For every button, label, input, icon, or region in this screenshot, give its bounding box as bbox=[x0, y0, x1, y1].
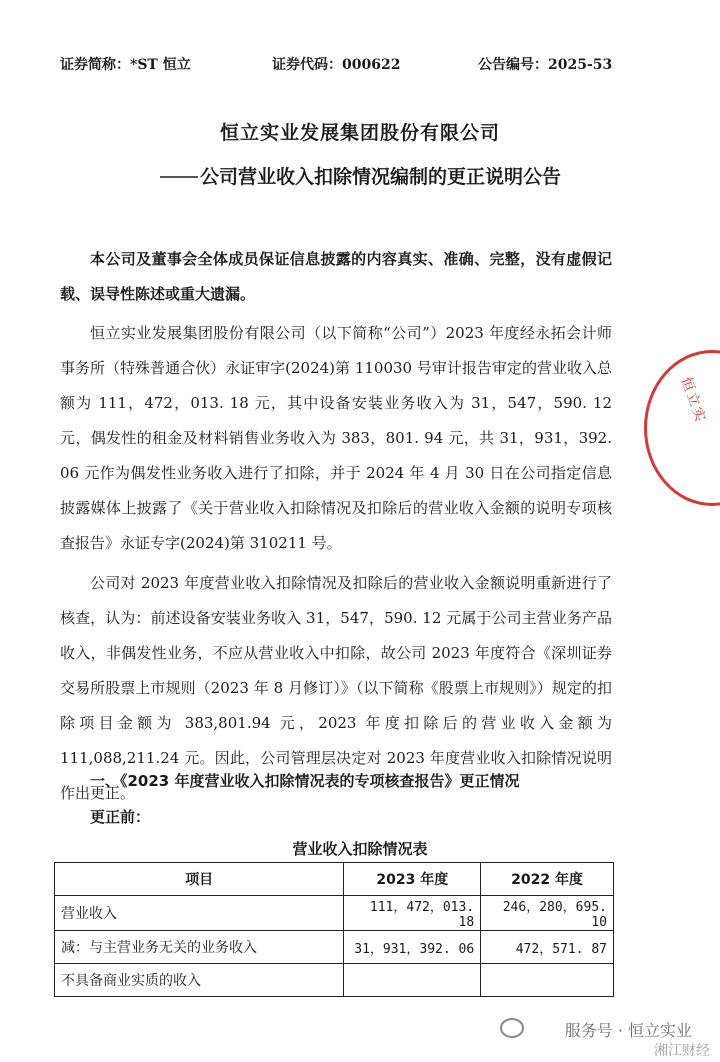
table-header-row bbox=[55, 863, 614, 896]
section-heading: 一、《2023 年度营业收入扣除情况表的专项核查报告》更正情况 bbox=[90, 772, 520, 790]
value-2023: 31，931，392. 06 bbox=[344, 931, 481, 964]
before-correction-label: 更正前： bbox=[90, 808, 151, 826]
stock-abbreviation: 证券简称：*ST 恒立 bbox=[60, 57, 191, 73]
stock-code: 证券代码：000622 bbox=[272, 57, 401, 73]
header-2023: 2023 年度 bbox=[344, 863, 481, 896]
watermark-service-account: 服务号 · 恒立实业 bbox=[564, 1021, 692, 1040]
body-paragraph-1: 恒立实业发展集团股份有限公司（以下简称“公司”）2023 年度经永拓会计师事务所（特殊普通合伙）永证审字(2024)第 110030 号审计报告审定的营业收入总额为 111，472，013. 18 元，其中设备安装业务收入为 31，547，590. 12 元，偶发性的租金及材料销售业务收入为 383，801. 94 元，共 31，931，392. 06 元作为偶发性业务收入进行了扣除，并于 2024 年 4 月 30 日在公司指定信息披露媒体上披露了《关于营业收入扣除情况及扣除后的营业收入金额的说明专项核查报告》永证专字(2024)第 310211 号。 bbox=[60, 324, 612, 552]
table-title: 营业收入扣除情况表 bbox=[292, 840, 428, 858]
notice-number: 公告编号：2025-53 bbox=[478, 57, 613, 73]
header-item: 项目 bbox=[55, 863, 344, 896]
wechat-icon bbox=[500, 1018, 524, 1038]
company-title: 恒立实业发展集团股份有限公司 bbox=[219, 122, 500, 144]
watermark-overlay: 湘江财经 bbox=[654, 1043, 710, 1059]
value-2023: 111，472，013. 18 bbox=[344, 896, 481, 931]
value-2022: 472，571. 87 bbox=[481, 931, 614, 964]
title-dash bbox=[160, 176, 198, 178]
value-2022: 246，280，695. 10 bbox=[481, 896, 614, 931]
header-line bbox=[60, 54, 620, 78]
table-row bbox=[55, 896, 614, 931]
row-label: 不具备商业实质的收入 bbox=[55, 964, 344, 997]
notice-title: 公司营业收入扣除情况编制的更正说明公告 bbox=[200, 166, 562, 188]
revenue-deduction-table bbox=[54, 862, 614, 997]
body-paragraph-2: 公司对 2023 年度营业收入扣除情况及扣除后的营业收入金额说明重新进行了核查，认为：前述设备安装业务收入 31，547，590. 12 元属于公司主营业务产品收入，非偶发性业务，不应从营业收入中扣除，故公司 2023 年度符合《深圳证券交易所股票上市规则（2023 年 8 月修订）》（以下简称《股票上市规则》）规定的扣除项目金额为 383,801.94 元，2023 年度扣除后的营业收入金额为 111,088,211.24 元。因此，公司管理层决定对 2023 年度营业收入扣除情况说明作出更正。 bbox=[60, 574, 612, 802]
table-row bbox=[55, 964, 614, 997]
seal-text: 恒立实 bbox=[677, 375, 709, 426]
row-label: 减：与主营业务无关的业务收入 bbox=[55, 931, 344, 964]
value-2022 bbox=[481, 964, 614, 997]
table-row bbox=[55, 931, 614, 964]
row-label: 营业收入 bbox=[55, 896, 344, 931]
disclaimer-paragraph: 本公司及董事会全体成员保证信息披露的内容真实、准确、完整，没有虚假记载、误导性陈述或重大遗漏。 bbox=[60, 250, 612, 303]
value-2023 bbox=[344, 964, 481, 997]
header-2022: 2022 年度 bbox=[481, 863, 614, 896]
company-seal bbox=[644, 350, 720, 506]
